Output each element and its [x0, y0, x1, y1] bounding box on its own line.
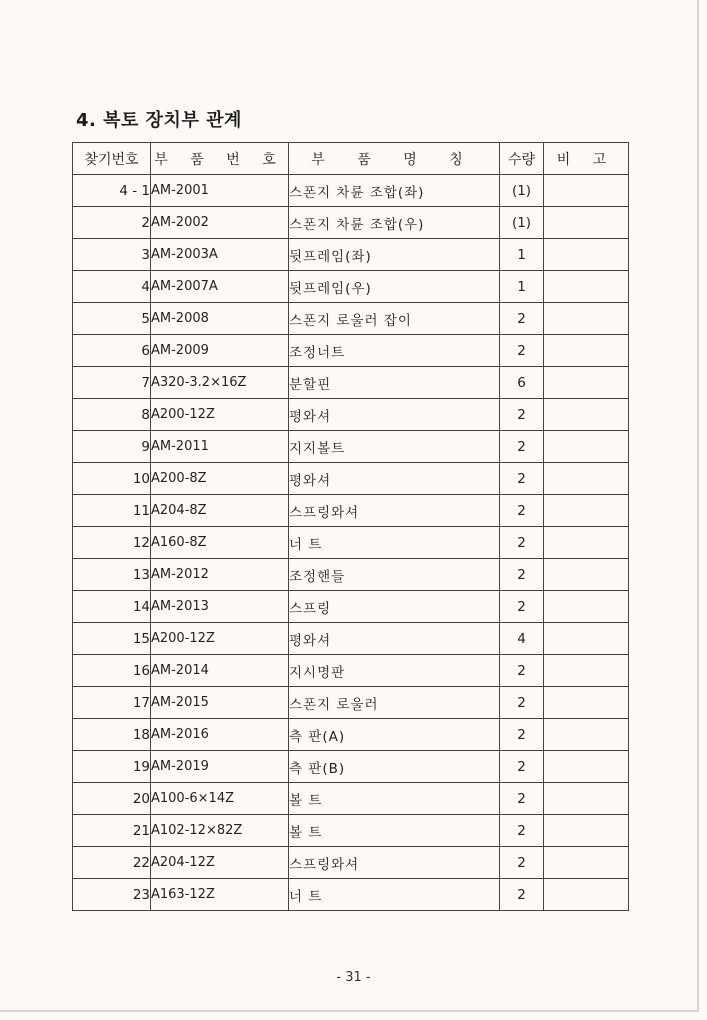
quantity-cell: 6 [500, 367, 544, 399]
part-number-cell: AM-2015 [151, 687, 289, 719]
remark-cell [544, 335, 629, 367]
remark-cell [544, 815, 629, 847]
part-name-cell: 스폰지 차륜 조합(우) [289, 207, 500, 239]
page-number: - 31 - [336, 970, 371, 985]
remark-cell [544, 751, 629, 783]
table-row [73, 431, 629, 463]
quantity-cell: 2 [500, 591, 544, 623]
part-number-cell: AM-2002 [151, 207, 289, 239]
table-row [73, 463, 629, 495]
quantity-cell: 4 [500, 623, 544, 655]
find-number-cell: 17 [73, 687, 151, 719]
part-name-cell: 조정너트 [289, 335, 500, 367]
quantity-cell: 2 [500, 847, 544, 879]
part-number-cell: AM-2001 [151, 175, 289, 207]
find-number-cell: 2 [73, 207, 151, 239]
table-row [73, 879, 629, 911]
find-number-cell: 14 [73, 591, 151, 623]
table-header-row [73, 143, 629, 175]
table-row [73, 335, 629, 367]
quantity-cell: 1 [500, 271, 544, 303]
part-name-cell: 뒷프레임(우) [289, 271, 500, 303]
find-number-cell: 12 [73, 527, 151, 559]
table-row [73, 239, 629, 271]
quantity-cell: 2 [500, 303, 544, 335]
part-name-cell: 볼 트 [289, 815, 500, 847]
find-number-cell: 4 [73, 271, 151, 303]
quantity-cell: 2 [500, 655, 544, 687]
remark-cell [544, 431, 629, 463]
part-number-cell: A320-3.2×16Z [151, 367, 289, 399]
part-name-cell: 평와셔 [289, 463, 500, 495]
table-row [73, 591, 629, 623]
remark-cell [544, 367, 629, 399]
remark-cell [544, 687, 629, 719]
remark-cell [544, 783, 629, 815]
part-number-cell: AM-2019 [151, 751, 289, 783]
remark-cell [544, 847, 629, 879]
quantity-cell: (1) [500, 175, 544, 207]
part-number-cell: AM-2016 [151, 719, 289, 751]
quantity-cell: 2 [500, 495, 544, 527]
part-name-cell: 지지볼트 [289, 431, 500, 463]
find-number-cell: 6 [73, 335, 151, 367]
part-name-cell: 볼 트 [289, 783, 500, 815]
quantity-cell: 2 [500, 751, 544, 783]
table-row [73, 623, 629, 655]
part-name-cell: 스폰지 차륜 조합(좌) [289, 175, 500, 207]
part-name-cell: 측 판(B) [289, 751, 500, 783]
part-name-cell: 너 트 [289, 527, 500, 559]
find-number-cell: 8 [73, 399, 151, 431]
table-row [73, 175, 629, 207]
quantity-cell: 2 [500, 335, 544, 367]
section-title: 4. 복토 장치부 관계 [76, 110, 242, 131]
find-number-cell: 13 [73, 559, 151, 591]
part-number-cell: AM-2009 [151, 335, 289, 367]
quantity-cell: (1) [500, 207, 544, 239]
find-number-cell: 21 [73, 815, 151, 847]
find-number-cell: 19 [73, 751, 151, 783]
remark-cell [544, 655, 629, 687]
table-row [73, 687, 629, 719]
part-name-cell: 스프링와셔 [289, 847, 500, 879]
remark-cell [544, 559, 629, 591]
find-number-cell: 18 [73, 719, 151, 751]
part-number-cell: A204-8Z [151, 495, 289, 527]
quantity-cell: 2 [500, 559, 544, 591]
part-name-cell: 조정핸들 [289, 559, 500, 591]
table-row [73, 399, 629, 431]
part-number-cell: AM-2014 [151, 655, 289, 687]
remark-cell [544, 399, 629, 431]
remark-cell [544, 623, 629, 655]
find-number-cell: 16 [73, 655, 151, 687]
quantity-cell: 2 [500, 879, 544, 911]
part-number-cell: A200-8Z [151, 463, 289, 495]
remark-cell [544, 239, 629, 271]
remark-cell [544, 879, 629, 911]
part-number-cell: A163-12Z [151, 879, 289, 911]
remark-cell [544, 463, 629, 495]
part-name-cell: 평와셔 [289, 623, 500, 655]
table-row [73, 719, 629, 751]
header-qty: 수량 [500, 143, 544, 175]
part-number-cell: A102-12×82Z [151, 815, 289, 847]
part-name-cell: 스프링와셔 [289, 495, 500, 527]
part-name-cell: 뒷프레임(좌) [289, 239, 500, 271]
remark-cell [544, 271, 629, 303]
find-number-cell: 4 - 1 [73, 175, 151, 207]
table-row [73, 751, 629, 783]
table-row [73, 495, 629, 527]
find-number-cell: 7 [73, 367, 151, 399]
find-number-cell: 5 [73, 303, 151, 335]
find-number-cell: 23 [73, 879, 151, 911]
header-find-no: 찾기번호 [73, 143, 151, 175]
remark-cell [544, 175, 629, 207]
find-number-cell: 10 [73, 463, 151, 495]
part-name-cell: 지시명판 [289, 655, 500, 687]
quantity-cell: 2 [500, 431, 544, 463]
table-row [73, 367, 629, 399]
find-number-cell: 22 [73, 847, 151, 879]
quantity-cell: 2 [500, 399, 544, 431]
part-name-cell: 스폰지 로울러 [289, 687, 500, 719]
part-number-cell: A200-12Z [151, 623, 289, 655]
table-row [73, 271, 629, 303]
find-number-cell: 20 [73, 783, 151, 815]
part-number-cell: A160-8Z [151, 527, 289, 559]
part-number-cell: AM-2011 [151, 431, 289, 463]
part-number-cell: AM-2013 [151, 591, 289, 623]
remark-cell [544, 303, 629, 335]
part-number-cell: AM-2007A [151, 271, 289, 303]
table-row [73, 527, 629, 559]
find-number-cell: 3 [73, 239, 151, 271]
quantity-cell: 1 [500, 239, 544, 271]
header-remarks: 비 고 [544, 143, 629, 175]
table-row [73, 847, 629, 879]
quantity-cell: 2 [500, 527, 544, 559]
find-number-cell: 15 [73, 623, 151, 655]
part-number-cell: AM-2008 [151, 303, 289, 335]
remark-cell [544, 527, 629, 559]
find-number-cell: 9 [73, 431, 151, 463]
header-part-no: 부 품 번 호 [151, 143, 289, 175]
remark-cell [544, 495, 629, 527]
table-row [73, 815, 629, 847]
table-row [73, 783, 629, 815]
part-name-cell: 분할핀 [289, 367, 500, 399]
quantity-cell: 2 [500, 719, 544, 751]
remark-cell [544, 719, 629, 751]
part-number-cell: A100-6×14Z [151, 783, 289, 815]
table-row [73, 559, 629, 591]
part-number-cell: AM-2003A [151, 239, 289, 271]
part-name-cell: 스프링 [289, 591, 500, 623]
table-row [73, 303, 629, 335]
part-name-cell: 너 트 [289, 879, 500, 911]
part-number-cell: A204-12Z [151, 847, 289, 879]
quantity-cell: 2 [500, 815, 544, 847]
table-row [73, 207, 629, 239]
table-row [73, 655, 629, 687]
part-number-cell: A200-12Z [151, 399, 289, 431]
part-name-cell: 측 판(A) [289, 719, 500, 751]
header-part-name: 부 품 명 칭 [289, 143, 500, 175]
quantity-cell: 2 [500, 687, 544, 719]
part-name-cell: 스폰지 로울러 잡이 [289, 303, 500, 335]
remark-cell [544, 207, 629, 239]
find-number-cell: 11 [73, 495, 151, 527]
part-number-cell: AM-2012 [151, 559, 289, 591]
part-name-cell: 평와셔 [289, 399, 500, 431]
quantity-cell: 2 [500, 463, 544, 495]
quantity-cell: 2 [500, 783, 544, 815]
remark-cell [544, 591, 629, 623]
parts-table [72, 142, 629, 911]
